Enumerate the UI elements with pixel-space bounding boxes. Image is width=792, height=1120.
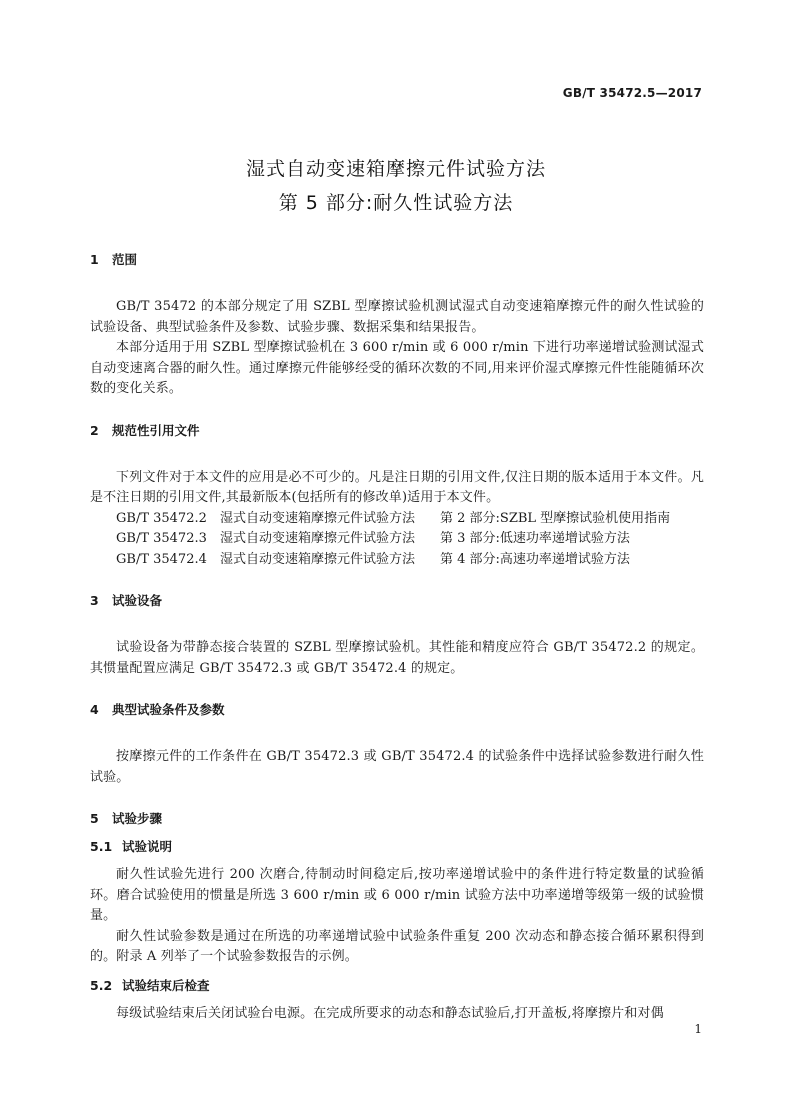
document-title [0,152,792,220]
section-number: 1 [90,252,99,267]
reference-part: 第 2 部分:SZBL 型摩擦试验机使用指南 [440,510,671,526]
subsection-5-2-heading [90,976,704,996]
subsection-title: 试验结束后检查 [122,977,210,993]
title-line-2: 第 5 部分:耐久性试验方法 [278,192,514,214]
section-4-heading [90,700,704,720]
subsection-5-1-heading [90,837,704,857]
document-body [90,250,704,1024]
section-2-intro: 下列文件对于本文件的应用是必不可少的。凡是注日期的引用文件,仅注日期的版本适用于本文件。凡是不注日期的引用文件,其最新版本(包括所有的修改单)适用于本文件。 [90,469,704,505]
section-number: 2 [90,422,99,438]
reference-item [90,529,704,550]
section-title: 试验设备 [112,593,163,608]
subsection-5-1-paragraph-2: 耐久性试验参数是通过在所选的功率递增试验中试验条件重复 200 次动态和静态接合循环累积得到的。附录 A 列举了一个试验参数报告的示例。 [90,928,704,964]
subsection-5-1-paragraph-1: 耐久性试验先进行 200 次磨合,待制动时间稳定后,按功率递增试验中的条件进行特定数量的试验循环。磨合试验使用的惯量是所选 3 600 r/min 或 6 000 r/min 试验方法中功率递增等级第一级的试验惯量。 [90,867,704,923]
section-3-heading [90,591,704,611]
subsection-title: 试验说明 [122,839,173,854]
reference-code: GB/T 35472.3 [116,531,207,546]
section-1-paragraph-2: 本部分适用于用 SZBL 型摩擦试验机在 3 600 r/min 或 6 000 r/min 下进行功率递增试验测试湿式自动变速离合器的耐久性。通过摩擦元件能够经受的循环次数的不同,用来评价湿式摩擦元件性能随循环次数的变化关系。 [90,340,704,396]
section-title: 典型试验条件及参数 [112,702,225,717]
standard-number: GB/T 35472.5—2017 [562,86,702,100]
section-number: 5 [90,811,99,826]
section-2-heading [90,421,704,441]
reference-item [90,550,704,571]
section-4-paragraph: 按摩擦元件的工作条件在 GB/T 35472.3 或 GB/T 35472.4 的试验条件中选择试验参数进行耐久性试验。 [90,749,704,785]
subsection-number: 5.1 [90,839,113,854]
section-number: 4 [90,702,99,717]
section-5-heading [90,809,704,829]
section-1-paragraph-1: GB/T 35472 的本部分规定了用 SZBL 型摩擦试验机测试湿式自动变速箱摩擦元件的耐久性试验的试验设备、典型试验条件及参数、试验步骤、数据采集和结果报告。 [90,299,704,335]
section-title: 试验步骤 [112,811,163,826]
reference-code: GB/T 35472.4 [116,551,207,567]
reference-title: 湿式自动变速箱摩擦元件试验方法 [220,510,416,526]
reference-title: 湿式自动变速箱摩擦元件试验方法 [220,531,416,546]
section-number: 3 [90,593,99,608]
reference-part: 第 3 部分:低速功率递增试验方法 [440,531,630,546]
page-number: 1 [694,1022,702,1036]
section-title: 规范性引用文件 [112,422,200,438]
reference-part: 第 4 部分:高速功率递增试验方法 [440,551,630,567]
title-line-1: 湿式自动变速箱摩擦元件试验方法 [245,158,546,180]
subsection-5-2-paragraph: 每级试验结束后关闭试验台电源。在完成所要求的动态和静态试验后,打开盖板,将摩擦片和对偶 [116,1005,664,1021]
section-3-paragraph: 试验设备为带静态接合装置的 SZBL 型摩擦试验机。其性能和精度应符合 GB/T 35472.2 的规定。其惯量配置应满足 GB/T 35472.3 或 GB/T 35472.4 的规定。 [90,640,704,676]
reference-item [90,509,704,530]
subsection-number: 5.2 [90,977,113,993]
reference-title: 湿式自动变速箱摩擦元件试验方法 [220,551,416,567]
reference-code: GB/T 35472.2 [116,510,207,526]
section-title: 范围 [112,252,138,267]
section-1-heading [90,250,704,270]
